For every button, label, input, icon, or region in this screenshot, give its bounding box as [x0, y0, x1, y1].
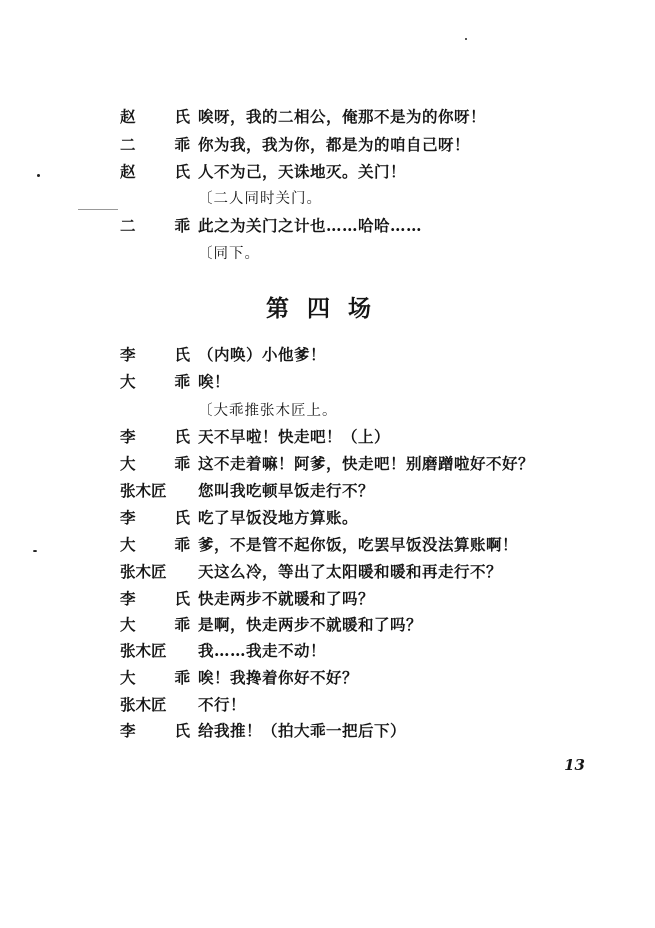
page-number: 13 [564, 756, 585, 774]
stage-direction: 〔大乖推张木匠上。 [198, 403, 338, 419]
speaker-name: 李 氏 [120, 508, 190, 527]
dialogue-text: 天这么冷，等出了太阳暖和暖和再走行不？ [198, 562, 503, 581]
stage-direction: 〔二人同时关门。 [198, 191, 322, 207]
print-speck [37, 174, 40, 177]
speaker-name: 大 乖 [120, 668, 190, 687]
dialogue-line [120, 691, 590, 717]
dialogue-text: 爹，不是管不起你饭，吃罢早饭没法算账啊！ [198, 535, 519, 554]
stage-direction: 〔同下。 [198, 246, 260, 262]
dialogue-text: 您叫我吃顿早饭走行不？ [198, 481, 375, 500]
dialogue-text: 不行！ [198, 695, 247, 714]
dialogue-line [120, 611, 590, 637]
dialogue-text: 我……我走不动！ [198, 641, 327, 660]
dialogue-text: 快走两步不就暖和了吗？ [198, 589, 375, 608]
dialogue-text: 你为我，我为你，都是为的咱自己呀！ [198, 135, 471, 154]
dialogue-text: 给我推！（拍大乖一把后下） [198, 721, 407, 740]
speaker-name: 二 乖 [120, 216, 190, 235]
dialogue-line [120, 368, 590, 394]
dialogue-line [120, 585, 590, 611]
dialogue-text: 唉！ [198, 372, 231, 391]
dialogue-line [120, 131, 590, 157]
dialogue-line [120, 717, 590, 743]
dialogue-line [120, 423, 590, 449]
dialogue-text: 吃了早饭没地方算账。 [198, 508, 359, 527]
dialogue-text: （内唤）小他爹！ [198, 345, 327, 364]
dialogue-line [120, 477, 590, 503]
speaker-name: 大 乖 [120, 454, 190, 473]
speaker-name: 李 氏 [120, 345, 190, 364]
dialogue-line [120, 637, 590, 663]
dialogue-text: 唉呀，我的二相公，俺那不是为的你呀！ [198, 107, 487, 126]
speaker-name: 张木匠 [120, 481, 167, 500]
dialogue-text: 这不走着嘛！阿爹，快走吧！别磨蹭啦好不好？ [198, 454, 535, 473]
speaker-name: 李 氏 [120, 589, 190, 608]
scene-title: 第四场 [266, 295, 389, 322]
dialogue-line [120, 664, 590, 690]
speaker-name: 赵 氏 [120, 162, 190, 181]
dialogue-line [120, 450, 590, 476]
speaker-name: 大 乖 [120, 535, 190, 554]
dialogue-text: 唉！我搀着你好不好？ [198, 668, 359, 687]
speaker-name: 二 乖 [120, 135, 190, 154]
speaker-name: 大 乖 [120, 372, 190, 391]
dialogue-line [120, 103, 590, 129]
speaker-name: 张木匠 [120, 562, 167, 581]
speaker-name: 大 乖 [120, 615, 190, 634]
speaker-name: 张木匠 [120, 641, 167, 660]
speaker-name: 张木匠 [120, 695, 167, 714]
dialogue-line [120, 158, 590, 184]
speaker-name: 李 氏 [120, 721, 190, 740]
dialogue-line [120, 212, 590, 238]
dialogue-text: 天不早啦！快走吧！（上） [198, 427, 391, 446]
dialogue-line [120, 531, 590, 557]
speaker-name: 赵 氏 [120, 107, 190, 126]
speaker-name: 李 氏 [120, 427, 190, 446]
dialogue-text: 是啊，快走两步不就暖和了吗？ [198, 615, 423, 634]
print-smudge [78, 209, 118, 210]
dialogue-line [120, 504, 590, 530]
print-speck [33, 550, 37, 552]
dialogue-line [120, 341, 590, 367]
dialogue-line [120, 558, 590, 584]
dialogue-text: 人不为己，天诛地灭。关门！ [198, 162, 407, 181]
dialogue-text: 此之为关门之计也……哈哈…… [198, 216, 423, 235]
print-speck [465, 38, 467, 40]
